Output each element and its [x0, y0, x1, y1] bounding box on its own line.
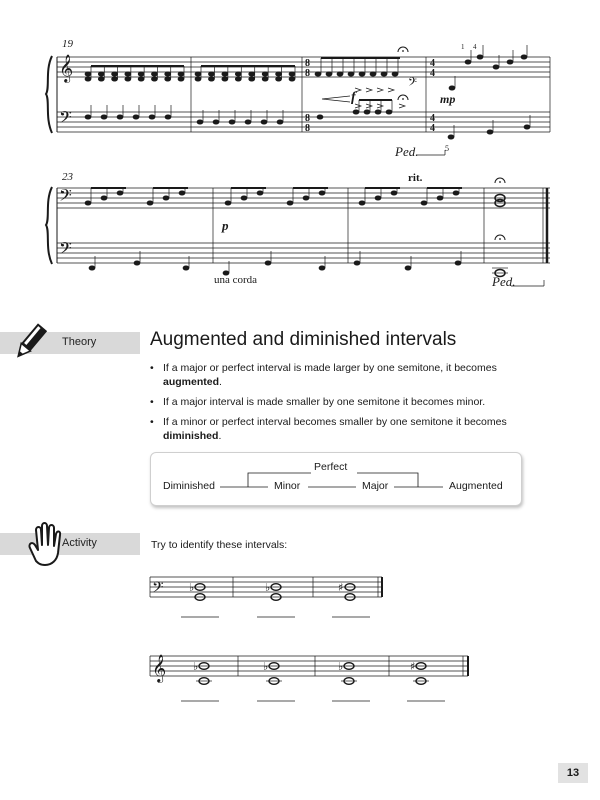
svg-text:4: 4 [430, 58, 435, 69]
fingering-1: 1 [461, 43, 465, 51]
page-number: 13 [558, 763, 588, 783]
svg-text:𝄢: 𝄢 [59, 238, 72, 262]
label-perfect: Perfect [314, 461, 348, 473]
bullet-diminished: • If a minor or perfect interval becomes smaller by one semitone it becomes diminished. [150, 415, 530, 443]
svg-text:♭: ♭ [189, 581, 195, 594]
svg-text:8: 8 [305, 68, 310, 79]
svg-text:4: 4 [430, 113, 435, 124]
label-augmented: Augmented [449, 480, 503, 492]
svg-text:𝄢: 𝄢 [59, 107, 72, 131]
pedal-mark: Ped. [395, 144, 419, 159]
pedal-fingering: 5 [445, 144, 449, 153]
svg-text:8: 8 [305, 113, 310, 124]
svg-text:8: 8 [305, 123, 310, 134]
label-major: Major [362, 480, 389, 492]
svg-text:4: 4 [430, 123, 435, 134]
bullet-minor: • If a major interval is made smaller by one semitone it becomes minor. [150, 395, 530, 409]
svg-text:♭: ♭ [263, 660, 269, 673]
svg-text:♭: ♭ [265, 581, 271, 594]
measure-number-19: 19 [62, 38, 73, 50]
svg-text:𝄢: 𝄢 [59, 185, 72, 209]
svg-text:𝄞: 𝄞 [152, 654, 167, 682]
pedal-mark-2: Ped. [492, 274, 516, 289]
svg-text:♯: ♯ [338, 581, 344, 594]
measure-number-23: 23 [62, 171, 73, 183]
activity-tab-label: Activity [62, 537, 97, 549]
label-minor: Minor [274, 480, 301, 492]
tempo-ritardando: rit. [408, 172, 423, 184]
dynamic-forte: f [351, 90, 356, 105]
svg-text:𝄢: 𝄢 [408, 76, 418, 92]
una-corda-marking: una corda [214, 274, 258, 286]
activity-prompt: Try to identify these intervals: [151, 539, 288, 551]
svg-text:4: 4 [430, 68, 435, 79]
theory-title: Augmented and diminished intervals [150, 329, 457, 350]
dynamic-mezzo-piano: mp [440, 92, 456, 106]
bullet-augmented: • If a major or perfect interval is made larger by one semitone, it becomes augmented. [150, 361, 530, 389]
svg-text:𝄢: 𝄢 [152, 579, 164, 600]
theory-tab-label: Theory [62, 336, 97, 348]
svg-text:♭: ♭ [193, 660, 199, 673]
svg-text:♭: ♭ [338, 660, 344, 673]
svg-text:8: 8 [305, 58, 310, 69]
fingering-4: 4 [473, 43, 477, 51]
label-diminished: Diminished [163, 480, 215, 492]
svg-text:♯: ♯ [410, 660, 416, 673]
dynamic-piano: p [222, 218, 229, 233]
svg-text:𝄞: 𝄞 [59, 54, 74, 82]
